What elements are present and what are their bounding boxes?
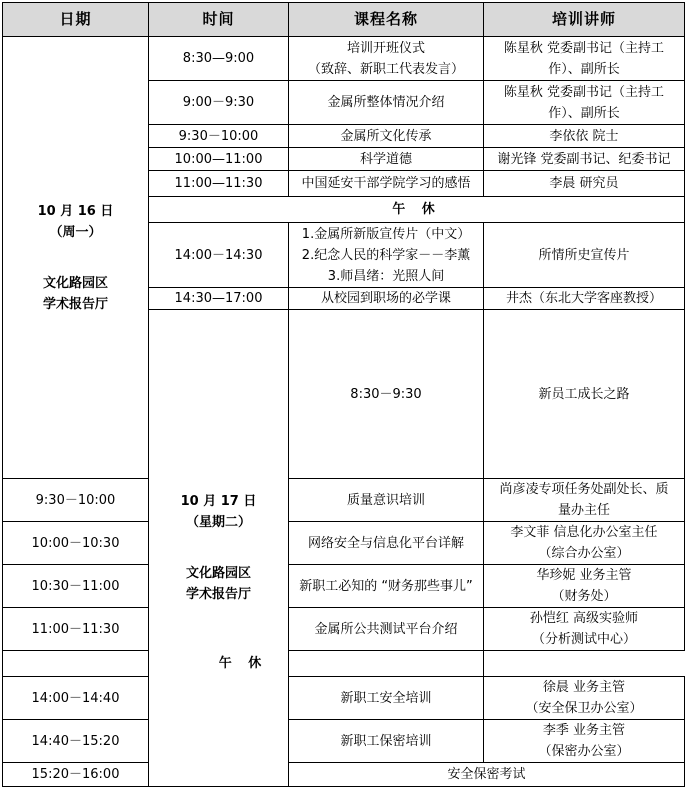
course-cell: 新职工保密培训 bbox=[289, 720, 484, 763]
lecturer-line: 孙恺红 高级实验师 bbox=[529, 611, 639, 626]
lecturer-line: 陈星秋 党委副书记（主持工 bbox=[503, 84, 665, 100]
course-cell: 金属所整体情况介绍 bbox=[289, 81, 484, 125]
lecturer-line: 李文菲 信息化办公室主任 bbox=[510, 525, 658, 540]
header-time: 时间 bbox=[149, 3, 289, 37]
day2-venue-line1: 文化路园区 bbox=[185, 566, 251, 581]
header-course: 课程名称 bbox=[289, 3, 484, 37]
time-cell: 11:00－11:30 bbox=[3, 608, 149, 651]
course-cell bbox=[289, 37, 484, 81]
course-cell: 从校园到职场的必学课 bbox=[289, 288, 484, 310]
course-line: （致辞、新职工代表发言） bbox=[307, 61, 464, 77]
lecturer-cell: 谢光锋 党委副书记、纪委书记 bbox=[484, 148, 685, 171]
course-cell: 质量意识培训 bbox=[289, 479, 484, 522]
day1-venue-line1: 文化路园区 bbox=[42, 275, 108, 291]
lecturer-line: 徐晨 业务主管 bbox=[542, 680, 626, 695]
lecturer-line: 李季 业务主管 bbox=[542, 723, 626, 738]
lunch-break: 午 休 bbox=[149, 197, 685, 223]
lecturer-cell bbox=[484, 81, 685, 125]
table-row bbox=[3, 720, 685, 763]
course-line: 2.纪念人民的科学家－－李薰 bbox=[301, 247, 471, 263]
lecturer-line: 量办主任 bbox=[557, 503, 610, 518]
time-cell: 14:30—17:00 bbox=[149, 288, 289, 310]
lecturer-cell: 李依依 院士 bbox=[484, 125, 685, 148]
lecturer-line: （综合办公室） bbox=[538, 546, 630, 561]
time-cell: 14:40－15:20 bbox=[3, 720, 149, 763]
lecturer-line: 陈星秋 党委副书记（主持工 bbox=[503, 40, 665, 56]
time-cell: 15:20－16:00 bbox=[3, 763, 149, 787]
course-line: 培训开班仪式 bbox=[346, 40, 425, 56]
time-cell: 10:30－11:00 bbox=[3, 565, 149, 608]
lecturer-line: （保密办公室） bbox=[538, 744, 630, 759]
lecturer-cell bbox=[484, 565, 685, 608]
time-cell: 14:00－14:40 bbox=[3, 677, 149, 720]
lecturer-line: 尚彦凌专项任务处副处长、质 bbox=[499, 482, 669, 497]
course-line: 3.师昌绪：光照人间 bbox=[327, 268, 445, 284]
exam-cell: 安全保密考试 bbox=[289, 763, 685, 787]
table-row bbox=[3, 677, 685, 720]
course-cell: 新职工安全培训 bbox=[289, 677, 484, 720]
time-cell: 11:00—11:30 bbox=[149, 171, 289, 197]
table-row bbox=[3, 565, 685, 608]
lecturer-line: 作）、副所长 bbox=[548, 61, 620, 77]
lecturer-line: （分析测试中心） bbox=[531, 632, 636, 647]
lecturer-cell bbox=[484, 37, 685, 81]
lecturer-cell: 井杰（东北大学客座教授） bbox=[484, 288, 685, 310]
header-lecturer: 培训讲师 bbox=[484, 3, 685, 37]
time-cell: 9:30－10:00 bbox=[149, 125, 289, 148]
day2-date: 10 月 17 日 bbox=[180, 494, 257, 509]
header-row bbox=[3, 3, 685, 37]
day2-weekday: （星期二） bbox=[185, 515, 251, 530]
time-cell: 14:00－14:30 bbox=[149, 223, 289, 288]
lecturer-cell bbox=[484, 608, 685, 651]
course-cell: 科学道德 bbox=[289, 148, 484, 171]
table-row bbox=[3, 37, 685, 81]
course-cell: 新职工必知的 “财务那些事儿” bbox=[289, 565, 484, 608]
lecturer-line: 华珍妮 业务主管 bbox=[536, 568, 632, 583]
time-cell: 9:30－10:00 bbox=[3, 479, 149, 522]
day1-venue-line2: 学术报告厅 bbox=[42, 296, 108, 312]
lecturer-line: 作）、副所长 bbox=[548, 105, 620, 121]
course-cell bbox=[289, 223, 484, 288]
day1-date-cell bbox=[3, 37, 149, 479]
lecturer-cell bbox=[484, 479, 685, 522]
header-date: 日期 bbox=[3, 3, 149, 37]
day2-venue-line2: 学术报告厅 bbox=[185, 587, 251, 602]
time-cell: 8:30—9:00 bbox=[149, 37, 289, 81]
lecturer-cell bbox=[484, 720, 685, 763]
lecturer-cell: 所情所史宣传片 bbox=[484, 223, 685, 288]
time-cell: 9:00－9:30 bbox=[149, 81, 289, 125]
course-cell: 金属所公共测试平台介绍 bbox=[289, 608, 484, 651]
course-cell: 金属所文化传承 bbox=[289, 125, 484, 148]
lecturer-cell bbox=[484, 522, 685, 565]
lunch-break: 午 休 bbox=[3, 651, 484, 677]
table-row bbox=[3, 763, 685, 787]
lecturer-line: （财务处） bbox=[551, 589, 617, 604]
lecturer-cell: 李晨 研究员 bbox=[484, 171, 685, 197]
course-line: 1.金属所新版宣传片（中文） bbox=[301, 226, 471, 242]
table-row bbox=[3, 479, 685, 522]
course-cell: 新员工成长之路 bbox=[484, 310, 685, 479]
break-row bbox=[3, 651, 685, 677]
course-cell: 网络安全与信息化平台详解 bbox=[289, 522, 484, 565]
course-cell: 中国延安干部学院学习的感悟 bbox=[289, 171, 484, 197]
day2-date-cell bbox=[149, 310, 289, 787]
table-row bbox=[3, 522, 685, 565]
time-cell: 10:00—11:00 bbox=[149, 148, 289, 171]
time-cell: 10:00－10:30 bbox=[3, 522, 149, 565]
day1-date: 10 月 16 日 bbox=[37, 203, 114, 219]
day1-weekday: （周一） bbox=[49, 224, 102, 240]
training-schedule-table bbox=[2, 2, 685, 787]
lecturer-cell bbox=[484, 677, 685, 720]
time-cell: 8:30－9:30 bbox=[289, 310, 484, 479]
table-row bbox=[3, 608, 685, 651]
lecturer-line: （安全保卫办公室） bbox=[525, 701, 643, 716]
